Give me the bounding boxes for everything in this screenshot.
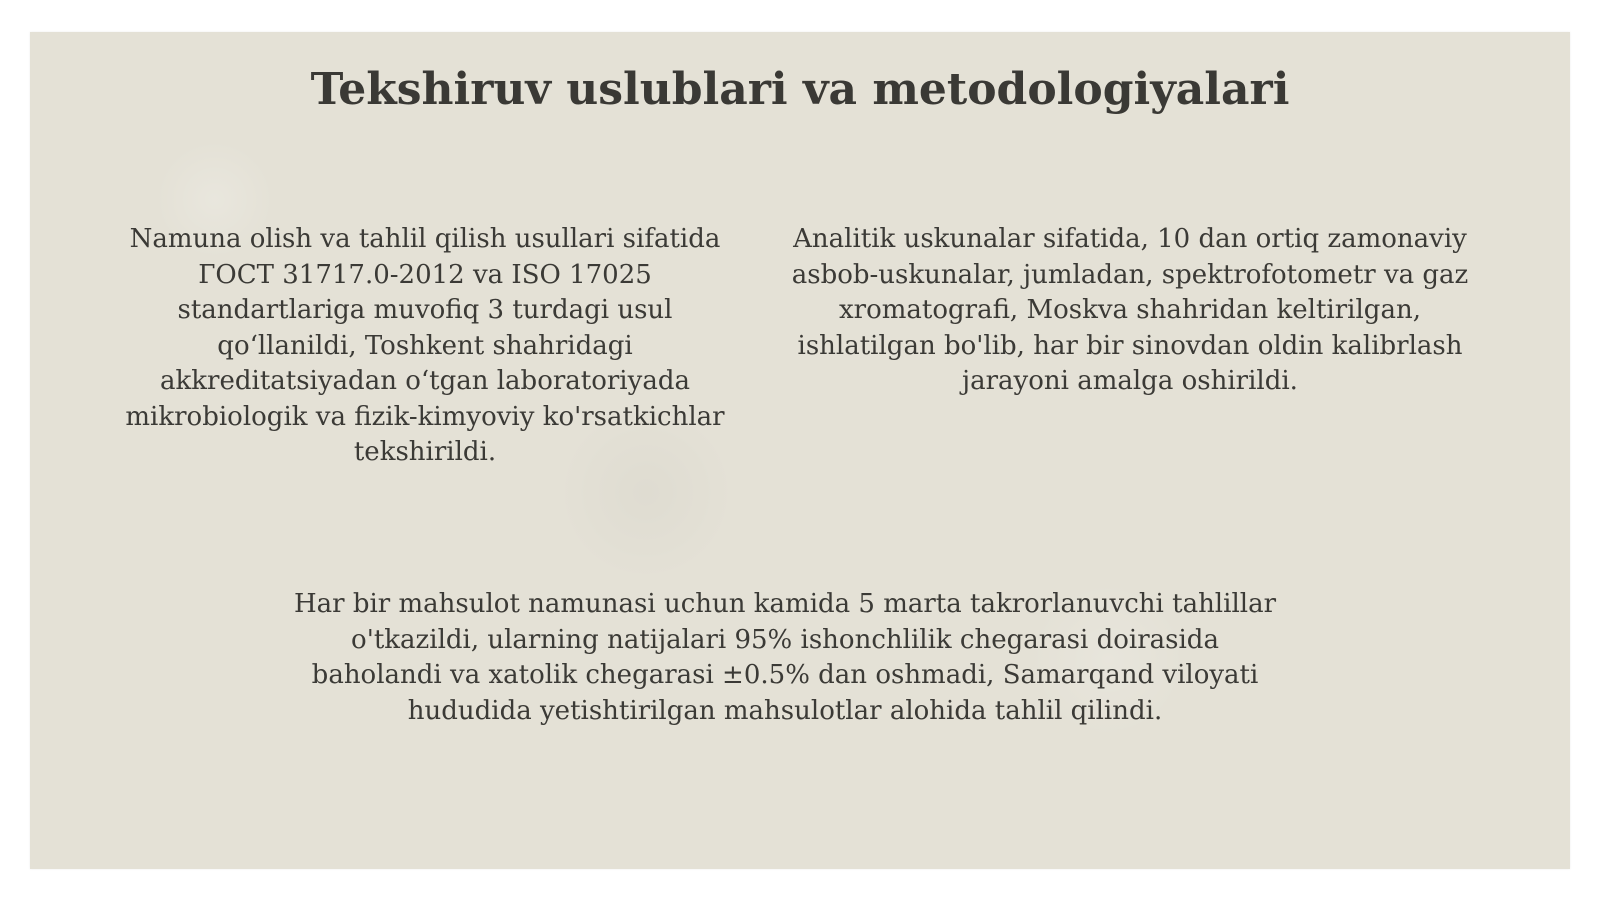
paragraph-analytical-equipment: Analitik uskunalar sifatida, 10 dan ortiq zamonaviy asbob-uskunalar, jumladan, spektrofotometr va gaz xromatografi, Moskva shahridan keltirilgan, ishlatilgan bo'lib, har bir sinovdan oldin kalibrlash jarayoni amalga oshirildi. xyxy=(791,224,1469,396)
slide-title: Tekshiruv uslublari va metodologiyalari xyxy=(310,64,1290,115)
paragraph-sampling-methods: Namuna olish va tahlil qilish usullari sifatida ГОСТ 31717.0-2012 va ISO 17025 standartlariga muvofiq 3 turdagi usul qoʻllanildi, Toshkent shahridagi akkreditatsiyadan oʻtgan laboratoriyada mikrobiologik va fizik-kimyoviy ko'rsatkichlar tekshirildi. xyxy=(125,224,725,467)
paragraph-repeated-analyses: Har bir mahsulot namunasi uchun kamida 5 marta takrorlanuvchi tahlillar o'tkazildi, ularning natijalari 95% ishonchlilik chegarasi doirasida baholandi va xatolik chegarasi ±0.5% dan oshmadi, Samarqand viloyati hududida yetishtirilgan mahsulotlar alohida tahlil qilindi. xyxy=(293,589,1277,726)
slide xyxy=(30,32,1570,869)
